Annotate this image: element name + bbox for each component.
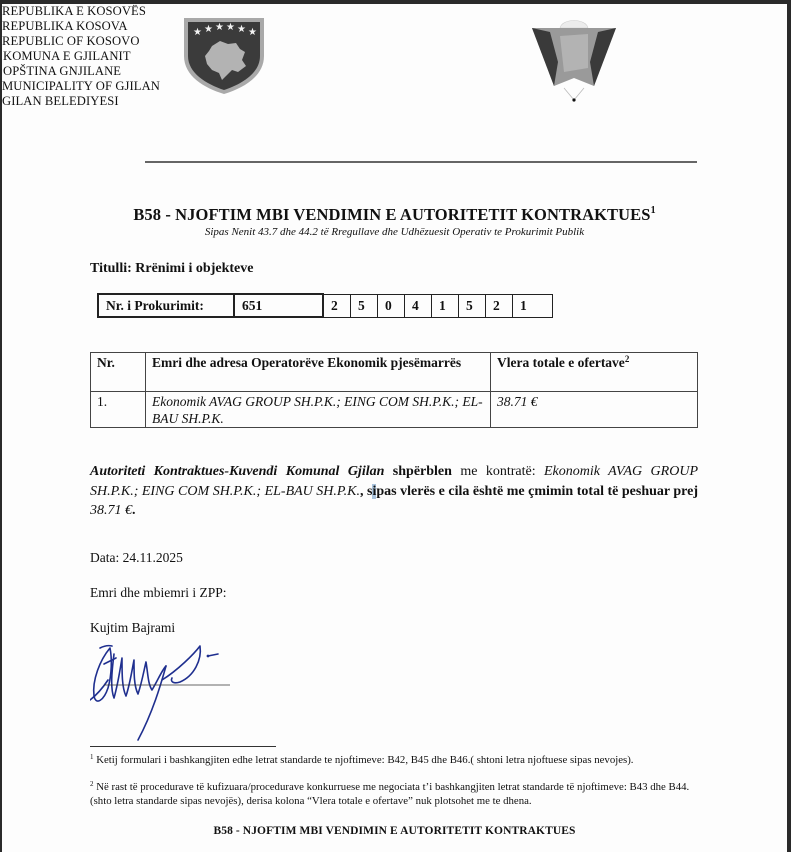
svg-text:★: ★ bbox=[248, 27, 257, 38]
cell-offer-value: 38.71 € bbox=[491, 392, 698, 428]
procurement-title bbox=[90, 261, 253, 277]
text-cursor-highlight: i bbox=[372, 483, 377, 499]
svg-text:★: ★ bbox=[193, 27, 202, 38]
header-right-line: KOMUNA E GJILANIT bbox=[3, 49, 131, 63]
header-left-text bbox=[2, 4, 787, 49]
table-row bbox=[91, 392, 698, 428]
titulli-label: Titulli: bbox=[90, 261, 132, 276]
awarded-amount: 38.71 € bbox=[90, 503, 132, 518]
period: . bbox=[132, 503, 136, 518]
header-left-line: REPUBLIC OF KOSOVO bbox=[2, 34, 140, 48]
procurement-digit: 5 bbox=[351, 294, 378, 317]
decision-paragraph bbox=[90, 462, 698, 521]
column-header-value bbox=[491, 353, 698, 392]
titulli-value: Rrënimi i objekteve bbox=[135, 261, 254, 276]
cell-operator-name: Ekonomik AVAG GROUP SH.P.K.; EING COM SH.P.K.; EL-BAU SH.P.K. bbox=[146, 392, 491, 428]
procurement-digit: 0 bbox=[378, 294, 405, 317]
footnote-text: Në rast të procedurave të kufizuara/procedurave konkurruese me negociata t’i bashkangjiten letrat standarde të njoftimeve: B43 dhe B44.(shto letra standarde sipas nevojës), derisa kolona “Vlera totale e ofertave” nuk plotsohet me te dhena. bbox=[90, 781, 690, 807]
footnote-ref: 2 bbox=[624, 354, 630, 364]
gjilan-municipality-emblem-icon bbox=[530, 18, 620, 102]
document-title bbox=[2, 205, 787, 225]
table-header-row bbox=[91, 353, 698, 392]
comma: , bbox=[360, 483, 364, 499]
operators-table bbox=[90, 352, 698, 428]
document-page bbox=[2, 4, 787, 852]
zpp-name: Kujtim Bajrami bbox=[90, 620, 176, 635]
header-right-text bbox=[2, 49, 787, 109]
column-header-name: Emri dhe adresa Operatorëve Ekonomik pjesëmarrës bbox=[146, 353, 491, 392]
document-subtitle: Sipas Nenit 43.7 dhe 44.2 të Rregullave dhe Udhëzuesit Operativ te Prokurimit Publik bbox=[204, 226, 585, 238]
cell-nr: 1. bbox=[91, 392, 146, 428]
procurement-digit: 1 bbox=[432, 294, 459, 317]
header-left-line: REPUBLIKA KOSOVA bbox=[2, 19, 128, 33]
award-criteria bbox=[367, 484, 698, 499]
column-header-value-text: Vlera totale e ofertave bbox=[497, 355, 625, 370]
svg-text:★: ★ bbox=[215, 22, 224, 33]
footnote-text: Ketij formulari i bashkangjiten edhe letrat standarde te njoftimeve: B42, B45 dhe B46.( shtoni letra njoftuese sipas nevojes). bbox=[96, 754, 634, 766]
kosovo-coat-of-arms-icon bbox=[182, 16, 266, 96]
footnote-number: 1 bbox=[90, 753, 94, 761]
header-right-line: MUNICIPALITY OF GJILAN bbox=[2, 79, 160, 93]
procurement-number-prefix: 651 bbox=[234, 294, 323, 317]
footer-title: B58 - NJOFTIM MBI VENDIMIN E AUTORITETIT KONTRAKTUES bbox=[213, 825, 576, 837]
document-title-text: B58 - NJOFTIM MBI VENDIMIN E AUTORITETIT KONTRAKTUES bbox=[133, 205, 651, 224]
procurement-digit: 1 bbox=[513, 294, 553, 317]
contracting-authority: Autoriteti Kontraktues-Kuvendi Komunal Gjilan bbox=[90, 464, 385, 479]
footnote-divider bbox=[90, 746, 276, 747]
footnote-2 bbox=[90, 781, 710, 808]
procurement-number-label: Nr. i Prokurimit: bbox=[98, 294, 234, 317]
handwritten-signature-icon bbox=[90, 640, 250, 750]
decision-date: Data: 24.11.2025 bbox=[90, 550, 183, 565]
criteria-text: pas vlerës e cila është me çmimin total të peshuar prej bbox=[376, 483, 698, 499]
procurement-digit: 2 bbox=[486, 294, 513, 317]
footnote-1 bbox=[90, 754, 710, 768]
column-header-nr: Nr. bbox=[91, 353, 146, 392]
svg-text:★: ★ bbox=[204, 24, 213, 35]
decision-verb: shpërblen bbox=[392, 464, 452, 479]
procurement-number-table bbox=[97, 293, 553, 318]
svg-text:★: ★ bbox=[226, 22, 235, 33]
winning-operator: Ekonomik AVAG GROUP SH.P.K.; EING COM SH.P.K.; EL-BAU SH.P.K. bbox=[90, 464, 698, 499]
footnote-number: 2 bbox=[90, 780, 94, 788]
header-right-line: OPŠTINA GNJILANE bbox=[3, 64, 122, 78]
footnote-ref: 1 bbox=[650, 205, 656, 216]
zpp-name-label: Emri dhe mbiemri i ZPP: bbox=[90, 585, 227, 600]
procurement-digit: 5 bbox=[459, 294, 486, 317]
decision-contract-label: me kontratë: bbox=[460, 464, 536, 479]
procurement-digit: 2 bbox=[323, 294, 351, 317]
header-left-line: REPUBLIKA E KOSOVËS bbox=[2, 4, 146, 18]
header-divider bbox=[145, 161, 697, 163]
criteria-char: s bbox=[367, 483, 373, 499]
procurement-digit: 4 bbox=[405, 294, 432, 317]
header-right-line: GILAN BELEDIYESI bbox=[2, 94, 119, 108]
svg-text:★: ★ bbox=[237, 24, 246, 35]
